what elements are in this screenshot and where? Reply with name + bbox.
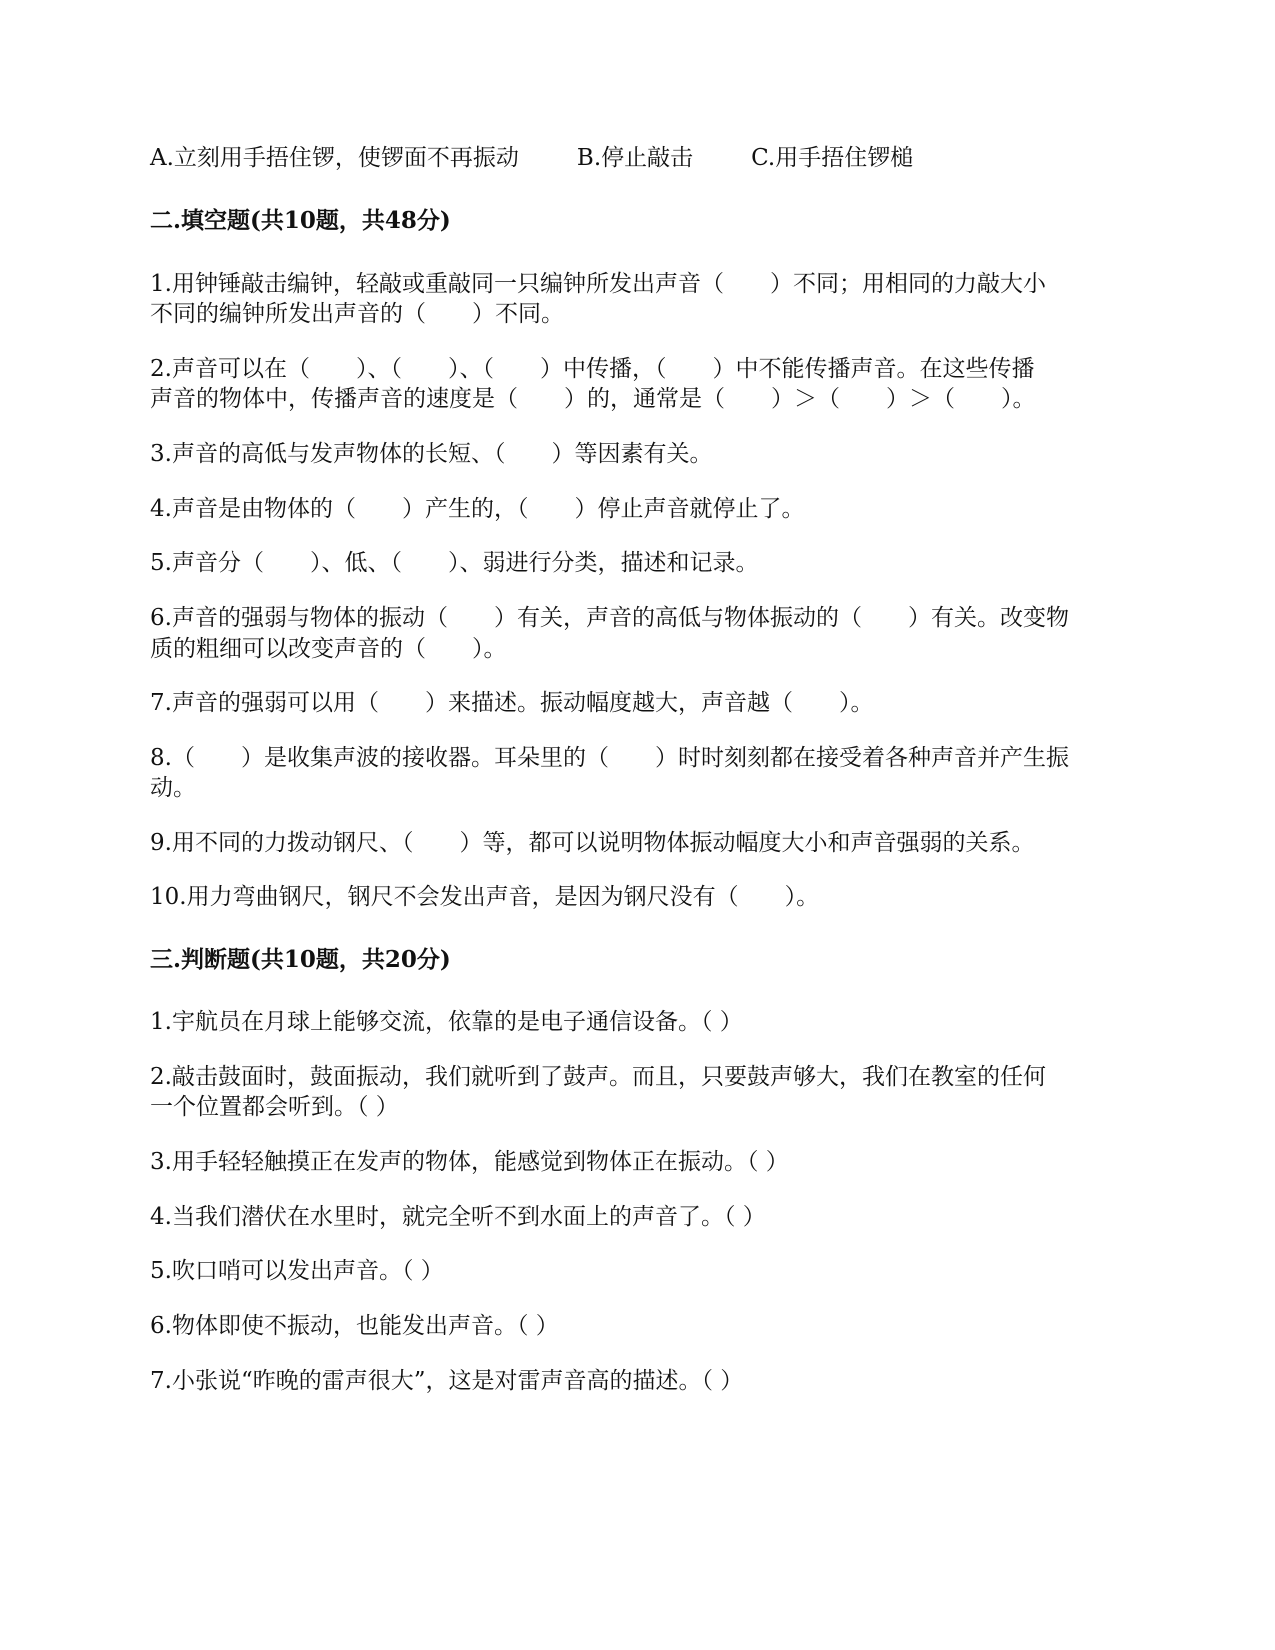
fill-blank-question-10: 10.用力弯曲钢尺，钢尺不会发出声音，是因为钢尺没有（ ）。 bbox=[150, 884, 820, 910]
true-false-question-3: 3.用手轻轻触摸正在发声的物体，能感觉到物体正在振动。（ ） bbox=[150, 1149, 789, 1175]
option-b: B.停止敲击 bbox=[576, 145, 694, 171]
fill-blank-question-9: 9.用不同的力拨动钢尺、（ ）等，都可以说明物体振动幅度大小和声音强弱的关系。 bbox=[150, 830, 1035, 856]
question-line: 1.用钟锤敲击编钟，轻敲或重敲同一只编钟所发出声音（ ）不同；用相同的力敲大小 bbox=[150, 271, 1046, 297]
question-line: 2.声音可以在（ ）、（ ）、（ ）中传播，（ ）中不能传播声音。在这些传播 bbox=[150, 356, 1035, 382]
question-line: 不同的编钟所发出声音的（ ）不同。 bbox=[150, 301, 564, 327]
true-false-heading: 三.判断题(共10题，共20分) bbox=[150, 946, 451, 973]
true-false-question-7: 7.小张说“昨晚的雷声很大”，这是对雷声音高的描述。（ ） bbox=[150, 1368, 744, 1394]
fill-blank-question-7: 7.声音的强弱可以用（ ）来描述。振动幅度越大，声音越（ ）。 bbox=[150, 690, 874, 716]
fill-blank-heading: 二.填空题(共10题，共48分) bbox=[150, 207, 451, 234]
fill-blank-question-3: 3.声音的高低与发声物体的长短、（ ）等因素有关。 bbox=[150, 441, 713, 467]
question-line: 2.敲击鼓面时，鼓面振动，我们就听到了鼓声。而且，只要鼓声够大，我们在教室的任何 bbox=[150, 1064, 1046, 1090]
true-false-question-5: 5.吹口哨可以发出声音。（ ） bbox=[150, 1258, 444, 1284]
question-line: 一个位置都会听到。（ ） bbox=[150, 1094, 399, 1120]
fill-blank-question-5: 5.声音分（ ）、低、（ ）、弱进行分类，描述和记录。 bbox=[150, 550, 759, 576]
question-line: 8.（ ）是收集声波的接收器。耳朵里的（ ）时时刻刻都在接受着各种声音并产生振 bbox=[150, 745, 1069, 771]
question-line: 声音的物体中，传播声音的速度是（ ）的，通常是（ ）＞（ ）＞（ ）。 bbox=[150, 386, 1036, 412]
question-line: 动。 bbox=[150, 775, 196, 801]
fill-blank-question-4: 4.声音是由物体的（ ）产生的，（ ）停止声音就停止了。 bbox=[150, 496, 805, 522]
question-line: 6.声音的强弱与物体的振动（ ）有关，声音的高低与物体振动的（ ）有关。改变物 bbox=[150, 605, 1069, 631]
true-false-question-1: 1.宇航员在月球上能够交流，依靠的是电子通信设备。（ ） bbox=[150, 1009, 743, 1035]
option-a: A.立刻用手捂住锣，使锣面不再振动 bbox=[150, 145, 519, 171]
question-line: 质的粗细可以改变声音的（ ）。 bbox=[150, 636, 507, 662]
previous-question-options bbox=[150, 142, 1125, 174]
option-c: C.用手捂住锣槌 bbox=[751, 145, 914, 171]
true-false-question-4: 4.当我们潜伏在水里时，就完全听不到水面上的声音了。（ ） bbox=[150, 1204, 766, 1230]
true-false-question-6: 6.物体即使不振动，也能发出声音。（ ） bbox=[150, 1313, 559, 1339]
